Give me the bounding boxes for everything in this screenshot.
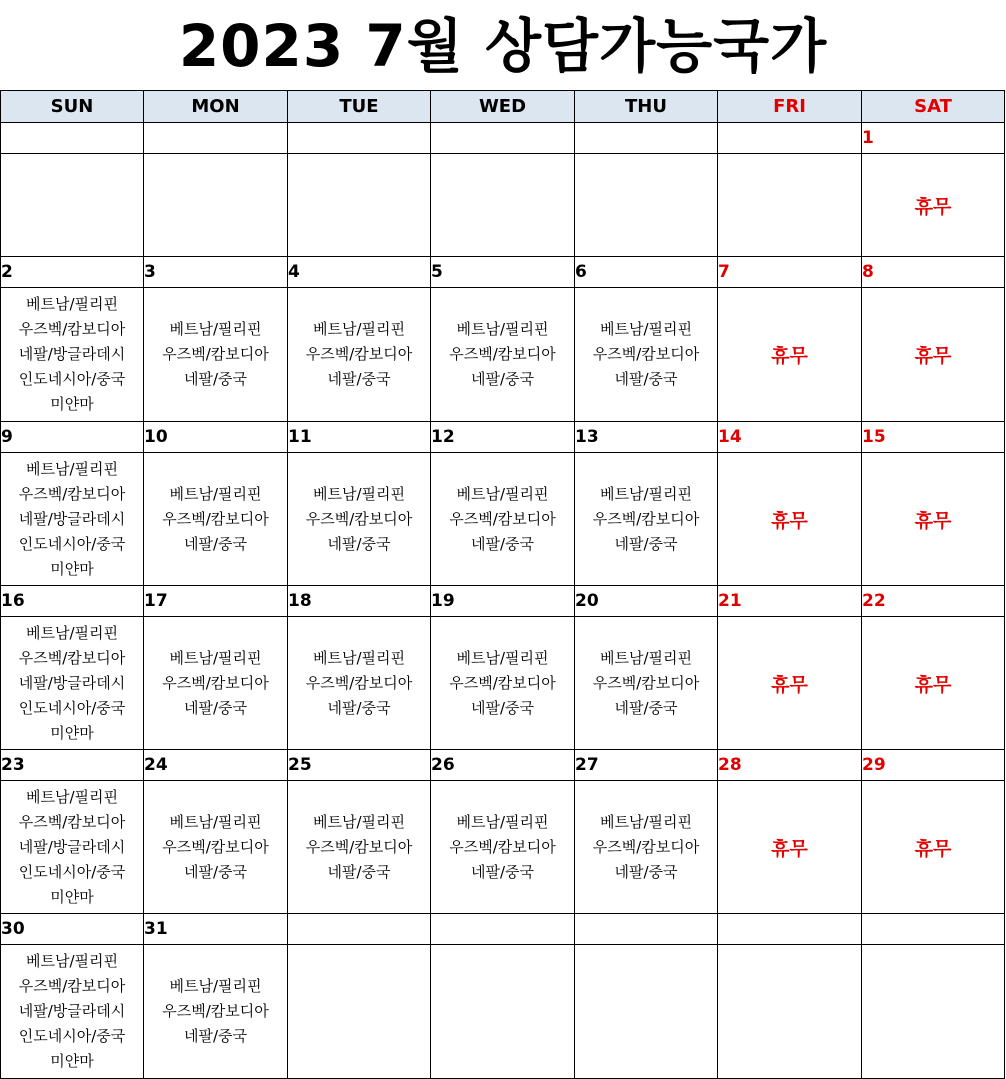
day-number: [144, 123, 288, 154]
country-line: 우즈벡/캄보디아: [449, 509, 556, 528]
country-line: 네팔/중국: [470, 370, 534, 388]
country-line: 우즈벡/캄보디아: [305, 837, 413, 856]
country-line: 우즈벡/캄보디아: [592, 509, 700, 528]
day-number: [862, 914, 1005, 945]
day-number: [288, 914, 431, 945]
country-line: 베트남/필리핀: [169, 320, 262, 338]
country-line: 베트남/필리핀: [456, 320, 549, 338]
holiday-label: 휴무: [771, 673, 808, 696]
day-number: [718, 914, 862, 945]
country-line: 우즈벡/캄보디아: [18, 320, 126, 338]
day-cell: [144, 154, 288, 257]
day-cell: [288, 617, 431, 750]
country-line: 네팔/중국: [183, 534, 247, 553]
day-number: 1: [862, 123, 1005, 154]
country-line: 베트남/필리핀: [600, 320, 692, 338]
day-number: 29: [862, 750, 1005, 781]
day-cell: [718, 945, 862, 1079]
holiday-label: 휴무: [771, 509, 808, 532]
day-number: 26: [431, 750, 575, 781]
day-number: 6: [575, 257, 718, 288]
day-number: 17: [144, 586, 288, 617]
country-line: 베트남/필리핀: [26, 459, 118, 478]
week-date-row: [1, 586, 1005, 617]
calendar-body: [1, 123, 1005, 1079]
country-line: 네팔/중국: [327, 534, 391, 553]
country-line: 네팔/중국: [614, 370, 678, 388]
weekday-header-row: [1, 91, 1005, 123]
country-line: 미얀마: [50, 723, 94, 742]
country-line: 우즈벡/캄보디아: [449, 673, 556, 692]
weekday-thu: THU: [575, 91, 718, 123]
week-date-row: [1, 750, 1005, 781]
country-line: 우즈벡/캄보디아: [18, 484, 126, 503]
day-number: 22: [862, 586, 1005, 617]
holiday-label: 휴무: [914, 509, 952, 532]
country-line: 네팔/중국: [614, 698, 678, 717]
country-line: 우즈벡/캄보디아: [592, 673, 700, 692]
week-content-row: [1, 288, 1005, 422]
day-cell: [1, 154, 144, 257]
day-cell: [288, 288, 431, 422]
country-line: 네팔/방글라데시: [18, 509, 126, 528]
country-line: 우즈벡/캄보디아: [305, 345, 413, 363]
country-line: 우즈벡/캄보디아: [162, 345, 269, 363]
country-line: 네팔/중국: [183, 698, 247, 717]
country-line: 미얀마: [50, 1052, 94, 1070]
week-date-row: [1, 914, 1005, 945]
day-cell: [288, 154, 431, 257]
holiday-label: 휴무: [914, 345, 952, 367]
day-number: 14: [718, 422, 862, 453]
day-cell: [575, 154, 718, 257]
day-cell: [575, 617, 718, 750]
week-date-row: [1, 123, 1005, 154]
day-cell: [144, 453, 288, 586]
day-cell: [144, 781, 288, 914]
country-line: 베트남/필리핀: [456, 648, 549, 667]
country-line: 인도네시아/중국: [18, 1027, 126, 1045]
country-line: 인도네시아/중국: [18, 862, 126, 881]
country-line: 베트남/필리핀: [169, 484, 262, 503]
holiday-cell: [718, 453, 862, 586]
country-line: 우즈벡/캄보디아: [162, 673, 269, 692]
day-cell: [431, 154, 575, 257]
holiday-label: 휴무: [771, 837, 808, 860]
country-line: 베트남/필리핀: [313, 320, 405, 338]
country-line: 인도네시아/중국: [18, 370, 126, 388]
country-line: 우즈벡/캄보디아: [162, 1002, 269, 1020]
country-line: 미얀마: [50, 887, 94, 906]
holiday-cell: [862, 154, 1005, 257]
day-number: 31: [144, 914, 288, 945]
day-cell: [288, 945, 431, 1079]
day-cell: [431, 945, 575, 1079]
day-number: [575, 123, 718, 154]
day-cell: [575, 288, 718, 422]
country-line: 우즈벡/캄보디아: [449, 345, 556, 363]
day-number: 28: [718, 750, 862, 781]
week-content-row: [1, 617, 1005, 750]
holiday-cell: [862, 453, 1005, 586]
country-line: 우즈벡/캄보디아: [162, 509, 269, 528]
country-line: 우즈벡/캄보디아: [449, 837, 556, 856]
country-line: 베트남/필리핀: [26, 295, 118, 313]
country-line: 베트남/필리핀: [313, 484, 405, 503]
day-cell: [144, 617, 288, 750]
holiday-cell: [718, 288, 862, 422]
day-number: 7: [718, 257, 862, 288]
country-line: 우즈벡/캄보디아: [18, 812, 126, 831]
country-line: 네팔/중국: [183, 1027, 247, 1045]
day-cell: [575, 945, 718, 1079]
country-line: 네팔/중국: [183, 370, 247, 388]
day-cell: [1, 453, 144, 586]
country-line: 베트남/필리핀: [169, 812, 262, 831]
day-number: 16: [1, 586, 144, 617]
day-cell: [862, 945, 1005, 1079]
country-line: 네팔/중국: [614, 862, 678, 881]
day-cell: [575, 781, 718, 914]
country-line: 우즈벡/캄보디아: [162, 837, 269, 856]
country-line: 네팔/방글라데시: [18, 673, 126, 692]
country-line: 우즈벡/캄보디아: [592, 837, 700, 856]
country-line: 베트남/필리핀: [600, 648, 692, 667]
week-content-row: [1, 945, 1005, 1079]
weekday-wed: WED: [431, 91, 575, 123]
country-line: 네팔/방글라데시: [18, 1002, 126, 1020]
country-line: 베트남/필리핀: [456, 812, 549, 831]
country-line: 우즈벡/캄보디아: [18, 977, 126, 995]
day-number: 10: [144, 422, 288, 453]
country-line: 네팔/중국: [470, 534, 534, 553]
week-content-row: [1, 781, 1005, 914]
country-line: 미얀마: [50, 559, 94, 578]
day-cell: [144, 945, 288, 1079]
page-title: 2023 7월 상담가능국가: [178, 12, 828, 80]
country-line: 베트남/필리핀: [169, 648, 262, 667]
day-number: 25: [288, 750, 431, 781]
day-cell: [144, 288, 288, 422]
weekday-mon: MON: [144, 91, 288, 123]
day-number: 8: [862, 257, 1005, 288]
day-number: 3: [144, 257, 288, 288]
holiday-label: 휴무: [914, 195, 952, 218]
country-line: 베트남/필리핀: [169, 977, 262, 995]
day-number: [1, 123, 144, 154]
country-line: 네팔/중국: [327, 370, 391, 388]
day-number: [575, 914, 718, 945]
week-date-row: [1, 422, 1005, 453]
day-number: [431, 914, 575, 945]
country-line: 네팔/중국: [470, 698, 534, 717]
day-cell: [575, 453, 718, 586]
day-number: [431, 123, 575, 154]
country-line: 베트남/필리핀: [600, 484, 692, 503]
calendar-table: [0, 90, 1005, 1079]
holiday-cell: [718, 781, 862, 914]
country-line: 네팔/방글라데시: [18, 837, 126, 856]
country-line: 베트남/필리핀: [313, 648, 405, 667]
day-number: 30: [1, 914, 144, 945]
country-line: 베트남/필리핀: [313, 812, 405, 831]
country-line: 인도네시아/중국: [18, 698, 126, 717]
day-number: 15: [862, 422, 1005, 453]
day-cell: [1, 617, 144, 750]
holiday-label: 휴무: [771, 345, 808, 367]
country-line: 우즈벡/캄보디아: [18, 648, 126, 667]
day-number: 12: [431, 422, 575, 453]
country-line: 미얀마: [50, 395, 94, 413]
day-number: 4: [288, 257, 431, 288]
holiday-cell: [862, 288, 1005, 422]
day-number: [718, 123, 862, 154]
country-line: 베트남/필리핀: [600, 812, 692, 831]
country-line: 네팔/중국: [183, 862, 247, 881]
weekday-sat: SAT: [862, 91, 1005, 123]
holiday-cell: [862, 781, 1005, 914]
country-line: 베트남/필리핀: [26, 623, 118, 642]
day-number: 13: [575, 422, 718, 453]
holiday-label: 휴무: [914, 673, 952, 696]
day-number: 9: [1, 422, 144, 453]
day-cell: [431, 617, 575, 750]
country-line: 우즈벡/캄보디아: [305, 509, 413, 528]
weekday-tue: TUE: [288, 91, 431, 123]
weekday-fri: FRI: [718, 91, 862, 123]
country-line: 네팔/방글라데시: [18, 345, 126, 363]
day-number: 27: [575, 750, 718, 781]
weekday-sun: SUN: [1, 91, 144, 123]
day-number: 24: [144, 750, 288, 781]
day-cell: [288, 781, 431, 914]
day-number: [288, 123, 431, 154]
day-number: 2: [1, 257, 144, 288]
day-number: 18: [288, 586, 431, 617]
holiday-cell: [718, 617, 862, 750]
week-content-row: [1, 453, 1005, 586]
week-date-row: [1, 257, 1005, 288]
country-line: 네팔/중국: [470, 862, 534, 881]
country-line: 네팔/중국: [327, 698, 391, 717]
country-line: 베트남/필리핀: [26, 952, 118, 970]
day-number: 20: [575, 586, 718, 617]
day-cell: [718, 154, 862, 257]
day-number: 21: [718, 586, 862, 617]
country-line: 우즈벡/캄보디아: [592, 345, 700, 363]
holiday-label: 휴무: [914, 837, 952, 860]
day-number: 11: [288, 422, 431, 453]
country-line: 네팔/중국: [614, 534, 678, 553]
day-cell: [1, 288, 144, 422]
day-cell: [431, 453, 575, 586]
day-cell: [1, 781, 144, 914]
holiday-cell: [862, 617, 1005, 750]
day-cell: [431, 781, 575, 914]
day-number: 19: [431, 586, 575, 617]
country-line: 베트남/필리핀: [456, 484, 549, 503]
day-cell: [431, 288, 575, 422]
day-number: 23: [1, 750, 144, 781]
day-cell: [288, 453, 431, 586]
day-cell: [1, 945, 144, 1079]
country-line: 네팔/중국: [327, 862, 391, 881]
day-number: 5: [431, 257, 575, 288]
country-line: 베트남/필리핀: [26, 787, 118, 806]
week-content-row: [1, 154, 1005, 257]
country-line: 인도네시아/중국: [18, 534, 126, 553]
country-line: 우즈벡/캄보디아: [305, 673, 413, 692]
